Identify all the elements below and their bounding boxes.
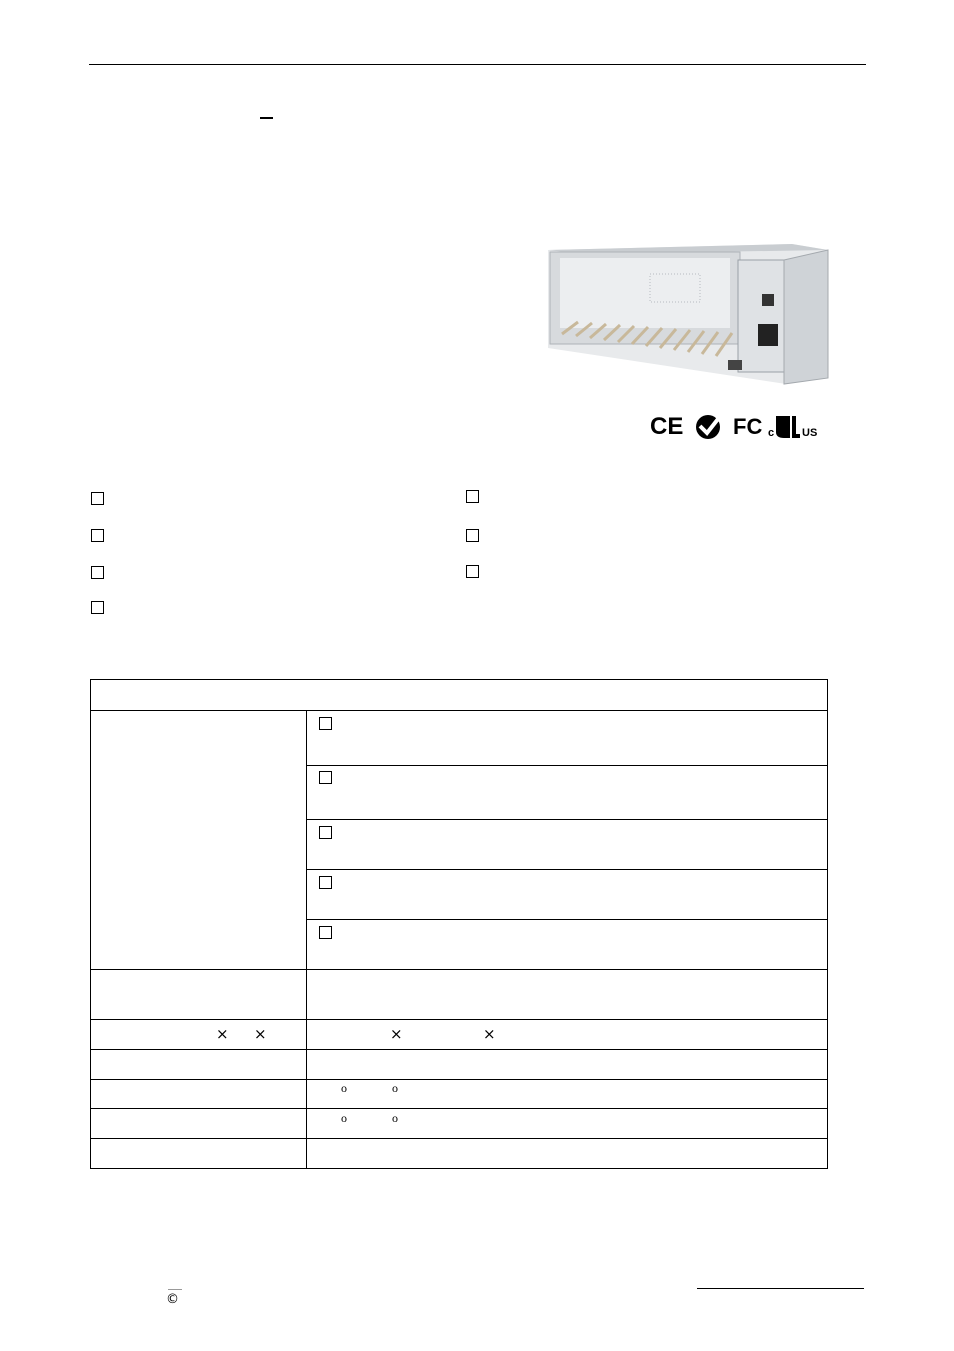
sub-row-divider-2 (306, 819, 828, 820)
header-rule (89, 64, 866, 65)
table-checkbox-3 (319, 826, 332, 839)
ul-c: c (768, 427, 775, 439)
table-checkbox-4 (319, 876, 332, 889)
dimension-times-left-2: × (254, 1025, 267, 1043)
feature-checkbox-5 (466, 490, 479, 503)
storage-temp-degree-1: o (341, 1111, 347, 1125)
sub-row-divider-1 (306, 765, 828, 766)
table-header-divider (90, 710, 828, 711)
row-divider-6 (90, 1138, 828, 1139)
footer-rule (697, 1288, 864, 1289)
feature-checkbox-4 (91, 601, 104, 614)
row-divider-2 (90, 1019, 828, 1020)
ul-mark-icon (776, 416, 800, 438)
feature-checkbox-7 (466, 565, 479, 578)
sub-row-divider-3 (306, 869, 828, 870)
operating-temp-degree-2: o (392, 1081, 398, 1095)
feature-checkbox-3 (91, 566, 104, 579)
rack-chassis-photo (542, 238, 834, 388)
row-divider-4 (90, 1079, 828, 1080)
dimension-times-left-1: × (216, 1025, 229, 1043)
copyright-symbol: © (166, 1292, 179, 1307)
c-tick-icon (696, 415, 720, 439)
row-divider-1 (90, 969, 828, 970)
feature-checkbox-6 (466, 529, 479, 542)
ul-us: US (802, 427, 818, 439)
row-divider-5 (90, 1108, 828, 1109)
title-dash (260, 117, 273, 119)
feature-checkbox-1 (91, 492, 104, 505)
certification-logos (650, 410, 818, 440)
dimension-times-right-1: × (390, 1025, 403, 1043)
footer-small-rule (168, 1289, 182, 1290)
storage-temp-degree-2: o (392, 1111, 398, 1125)
ce-mark: CE (650, 413, 684, 440)
feature-checkbox-2 (91, 529, 104, 542)
operating-temp-degree-1: o (341, 1081, 347, 1095)
sub-row-divider-4 (306, 919, 828, 920)
table-checkbox-1 (319, 717, 332, 730)
fc-mark: FC (733, 414, 763, 439)
dimension-times-right-2: × (483, 1025, 496, 1043)
spec-table (90, 679, 828, 1169)
table-checkbox-5 (319, 926, 332, 939)
row-divider-3 (90, 1049, 828, 1050)
table-column-divider (306, 710, 307, 1169)
table-checkbox-2 (319, 771, 332, 784)
